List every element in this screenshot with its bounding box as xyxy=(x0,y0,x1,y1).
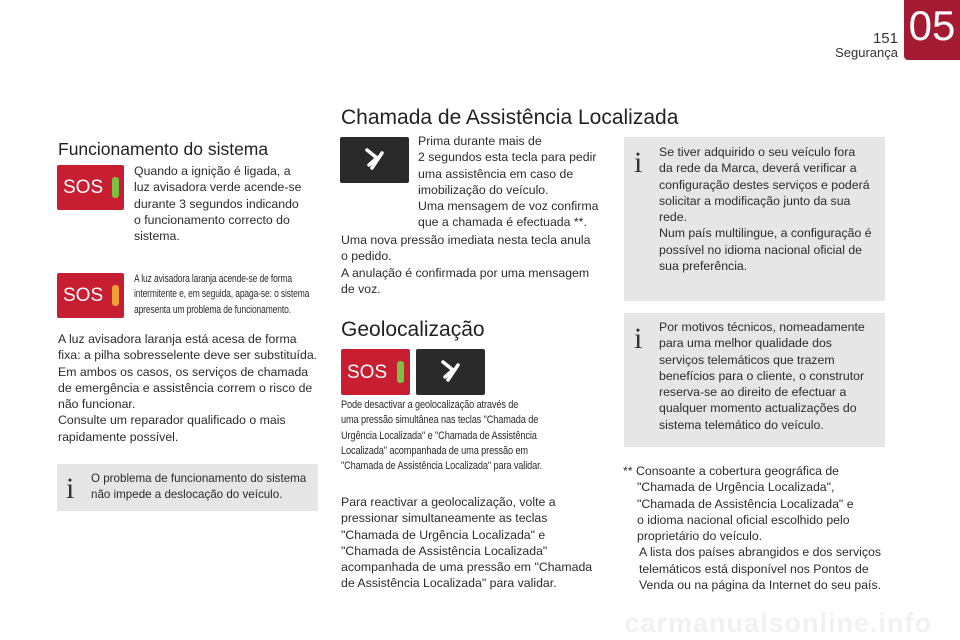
info-box-updates: i Por motivos técnicos, nomeadamente para uma melhor qualidade dos serviços telemáticos que trazem benefícios para o cliente, o construtor reserva-se ao direito de efectuar a qualquer momento actualizações do sistema telemático do veículo. xyxy=(624,313,885,447)
chamada-heading: Chamada de Assistência Localizada xyxy=(341,106,679,129)
green-led-icon xyxy=(397,361,404,383)
funcionamento-para1: Quando a ignição é ligada, a luz avisadora verde acende-se durante 3 segundos indicando o funcionamento correcto do sistema. xyxy=(134,164,302,244)
page-number: 151 xyxy=(872,30,898,47)
footnote: ** Consoante a cobertura geográfica de "Chamada de Urgência Localizada", "Chamada de Assistência Localizada" e o idioma nacional oficial escolhido pelo proprietário do veículo. A lista dos países abrangidos e dos serviços telemáticos está disponível nos Pontos de Venda ou na página da Internet do seu país. xyxy=(623,464,882,593)
chamada-para2: Uma nova pressão imediata nesta tecla anula o pedido. A anulação é confirmada por uma mensagem de voz. xyxy=(341,233,591,296)
watermark: carmanualsonline.info xyxy=(624,607,932,638)
ds-assistance-icon xyxy=(340,137,409,183)
sos-label: SOS xyxy=(63,177,104,198)
info-icon: i xyxy=(634,146,643,179)
info-box-malfunction: i O problema de funcionamento do sistema não impede a deslocação do veículo. xyxy=(57,464,318,511)
sos-button-green xyxy=(57,165,124,210)
chamada-para1: Prima durante mais de 2 segundos esta tecla para pedir uma assistência em caso de imobilização do veículo. Uma mensagem de voz confirma que a chamada é efectuada **. xyxy=(418,134,599,230)
geolocalizacao-para1: Pode desactivar a geolocalização através de uma pressão simultânea nas teclas "Chamada de Urgência Localizada" e "Chamada de Assistência Localizada" acompanhada de uma pressão em "Chamada de Assistência Localizada" para validar. xyxy=(341,399,542,473)
sos-label: SOS xyxy=(63,285,104,306)
section-title: Segurança xyxy=(835,45,898,60)
geolocalizacao-para2: Para reactivar a geolocalização, volte a pressionar simultaneamente as teclas "Chamada de Urgência Localizada" e "Chamada de Assistência Localizada" acompanhada de uma pressão em "Chamada de Assistência Localizada" para validar. xyxy=(341,495,593,591)
funcionamento-para2: A luz avisadora laranja acende-se de forma intermitente e, em seguida, apaga-se: o sistema apresenta um problema de funcionamento. xyxy=(134,273,310,316)
sos-button-geo xyxy=(341,349,410,395)
info-icon: i xyxy=(634,322,643,355)
info-box-configuration: i Se tiver adquirido o seu veículo fora da rede da Marca, deverá verificar a configuração destes serviços e poderá solicitar a modificação junto da sua rede. Num país multilingue, a configuração é possível no idioma nacional oficial de sua preferência. xyxy=(624,137,885,301)
info-icon: i xyxy=(66,472,75,505)
geolocalizacao-heading: Geolocalização xyxy=(341,318,485,341)
ds-assistance-icon xyxy=(416,349,485,395)
sos-button-orange xyxy=(57,273,124,318)
assistance-button xyxy=(340,137,409,183)
chapter-tab: 05 xyxy=(904,0,960,60)
funcionamento-heading: Funcionamento do sistema xyxy=(58,139,269,159)
sos-label: SOS xyxy=(347,362,388,383)
orange-led-icon xyxy=(112,285,119,306)
green-led-icon xyxy=(112,177,119,198)
assistance-button-geo xyxy=(416,349,485,395)
funcionamento-para3: A luz avisadora laranja está acesa de forma fixa: a pilha sobresselente deve ser substituída. Em ambos os casos, os serviços de chamada de emergência e assistência correm o risco de não funcionar. Consulte um reparador qualificado o mais rapidamente possível. xyxy=(58,332,318,444)
